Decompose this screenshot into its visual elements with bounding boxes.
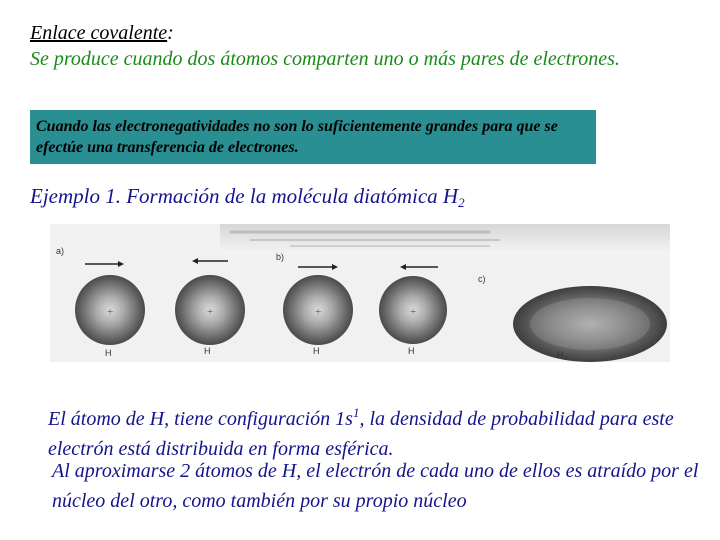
heading-block: [30, 20, 680, 72]
p1-superscript: 1: [352, 405, 360, 420]
paragraph-approach: [52, 456, 720, 516]
definition-text: Se produce cuando dos átomos comparten uno o más pares de electrones.: [30, 48, 620, 70]
svg-text:+: +: [315, 306, 322, 318]
p2-text: Al aproximarse 2 átomos de H, el electrón de cada uno de ellos es atraído por el núcleo del otro, como también por su propio núcleo: [52, 460, 699, 512]
example-heading: [30, 184, 465, 211]
label-a: a): [56, 246, 65, 256]
atom-label-4: H: [408, 346, 415, 356]
paragraph-configuration: [48, 398, 720, 464]
example-subscript: 2: [458, 195, 465, 210]
label-c: c): [478, 274, 486, 284]
orbital-figure: [50, 224, 670, 362]
p1-text-after: , la densidad de probabilidad para este electrón está distribuida en forma esférica.: [48, 408, 674, 460]
molecule-label: H: [557, 350, 564, 360]
page-title: Enlace covalente: [30, 22, 168, 44]
svg-text:+: +: [410, 306, 417, 318]
label-b: b): [276, 252, 285, 262]
atom-label-3: H: [313, 346, 320, 356]
molecule-label-sub: 2: [564, 356, 568, 362]
callout-text: Cuando las electronegatividades no son lo suficientemente grandes para que se efectúe una transferencia de electrones.: [36, 118, 558, 156]
atom-label-1: H: [105, 348, 112, 358]
example-text: Ejemplo 1. Formación de la molécula diatómica H: [30, 184, 459, 208]
p1-text-before: El átomo de H, tiene configuración 1s: [48, 408, 353, 430]
callout-box: [30, 110, 596, 164]
atom-label-2: H: [204, 346, 211, 356]
svg-text:+: +: [107, 306, 114, 318]
title-colon: :: [167, 22, 174, 44]
svg-text:+: +: [207, 306, 214, 318]
